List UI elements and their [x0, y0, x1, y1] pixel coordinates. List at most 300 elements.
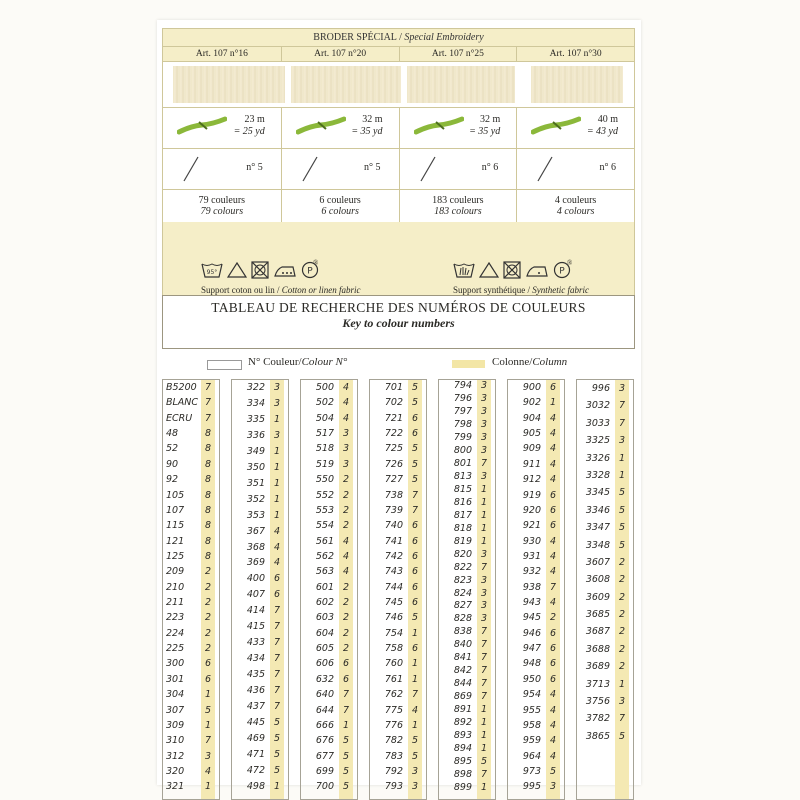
key-row: [370, 457, 426, 472]
column-number: 8: [204, 489, 212, 501]
key-row: [577, 693, 633, 710]
key-row: [301, 580, 357, 595]
title-en: Special Embroidery: [404, 32, 484, 43]
column-number: 3: [480, 418, 488, 430]
key-row: [370, 656, 426, 671]
column-number: 7: [204, 397, 212, 409]
column-number: 7: [411, 489, 419, 501]
column-number: 8: [204, 520, 212, 532]
column-number: 3: [618, 435, 626, 447]
colour-number: 838: [453, 626, 472, 638]
key-row: [301, 610, 357, 625]
key-row: [439, 380, 495, 393]
key-row: [301, 395, 357, 410]
colour-number: 842: [453, 665, 472, 677]
key-row: [439, 562, 495, 575]
colour-number: 3782: [585, 713, 610, 725]
colour-number: 818: [453, 522, 472, 534]
column-number: 5: [204, 704, 212, 716]
colour-number: 471: [246, 748, 265, 760]
key-row: [232, 540, 288, 556]
colour-number: 677: [315, 750, 334, 762]
key-row: [370, 779, 426, 794]
key-row: [439, 717, 495, 730]
colour-number: 3685: [585, 609, 610, 621]
key-row: [301, 457, 357, 472]
key-row: [508, 488, 564, 503]
colour-number: 898: [453, 769, 472, 781]
colour-number: 369: [246, 557, 265, 569]
colour-number: 304: [166, 689, 185, 701]
length-cell: [281, 108, 399, 148]
column-number: 6: [549, 489, 557, 501]
column-number: 2: [204, 581, 212, 593]
colour-number: 815: [453, 483, 472, 495]
colour-number: 225: [166, 643, 185, 655]
colour-number: 776: [384, 719, 403, 731]
wash-95-icon: [201, 261, 223, 279]
iron-icon: [525, 261, 549, 279]
column-number: 1: [273, 477, 281, 489]
colour-number: 930: [522, 535, 541, 547]
needle-size: n° 6: [481, 162, 499, 173]
colour-number: B5200: [166, 382, 197, 393]
colour-number: 415: [246, 621, 265, 633]
key-row: [508, 564, 564, 579]
key-row: [301, 718, 357, 733]
colour-number: 434: [246, 653, 265, 665]
key-row: [163, 395, 219, 410]
colour-number: 938: [522, 581, 541, 593]
column-number: 5: [411, 397, 419, 409]
colour-number: 819: [453, 535, 472, 547]
column-number: 7: [204, 412, 212, 424]
colour-number: 761: [384, 673, 403, 685]
colours-cell: [516, 190, 634, 222]
colour-number: 760: [384, 658, 403, 670]
colour-number: 48: [166, 428, 179, 440]
column-number: 1: [618, 452, 626, 464]
column-number: 5: [273, 748, 281, 760]
column-number: 1: [618, 469, 626, 481]
key-row: [439, 665, 495, 678]
key-row: [163, 764, 219, 779]
colour-number: 352: [246, 493, 265, 505]
key-row: [163, 733, 219, 748]
colour-number: 954: [522, 689, 541, 701]
legend-yellow-swatch: [452, 360, 485, 368]
column-number: 7: [411, 504, 419, 516]
key-row: [439, 458, 495, 471]
key-row: [439, 549, 495, 562]
column-number: 8: [204, 504, 212, 516]
colour-number: 827: [453, 600, 472, 612]
colour-number: 312: [166, 750, 185, 762]
title-separator: /: [396, 32, 405, 43]
key-row: [439, 730, 495, 743]
key-row: [163, 457, 219, 472]
column-number: 4: [549, 412, 557, 424]
key-row: [301, 595, 357, 610]
colour-number: 947: [522, 643, 541, 655]
colour-number: 964: [522, 750, 541, 762]
colour-number: 798: [453, 418, 472, 430]
column-number: 2: [342, 597, 350, 609]
key-row: [301, 779, 357, 794]
column-number: 3: [342, 443, 350, 455]
key-row: [301, 641, 357, 656]
key-row: [163, 626, 219, 641]
colour-number: 701: [384, 382, 403, 393]
needle-icon: [535, 155, 555, 183]
care-separator: /: [525, 285, 533, 295]
key-box: [162, 295, 635, 349]
colour-number: 3346: [585, 504, 610, 516]
column-number: 4: [342, 566, 350, 578]
column-number: 3: [549, 781, 557, 793]
column-number: 7: [549, 581, 557, 593]
colour-number: 919: [522, 489, 541, 501]
key-row: [163, 488, 219, 503]
colour-number: 436: [246, 685, 265, 697]
key-row: [577, 589, 633, 606]
key-row: [232, 603, 288, 619]
key-row: [439, 588, 495, 601]
colour-number: 309: [166, 719, 185, 731]
column-number: 5: [618, 504, 626, 516]
length-m: 23 m: [244, 114, 265, 125]
skein-icon: [296, 116, 346, 138]
column-number: 5: [618, 539, 626, 551]
colour-number: 90: [166, 458, 179, 470]
colour-number: 905: [522, 428, 541, 440]
colour-number: 602: [315, 597, 334, 609]
colour-number: 869: [453, 691, 472, 703]
column-number: 4: [342, 412, 350, 424]
column-number: 2: [549, 612, 557, 624]
colour-number: 368: [246, 541, 265, 553]
bleach-triangle-icon: [227, 261, 247, 279]
colour-number: 3325: [585, 435, 610, 447]
column-number: 5: [411, 458, 419, 470]
column-number: 5: [273, 717, 281, 729]
key-row: [577, 519, 633, 536]
key-row: [577, 432, 633, 449]
column-number: 4: [204, 765, 212, 777]
colour-number: 745: [384, 597, 403, 609]
column-number: 4: [273, 525, 281, 537]
colour-number: 816: [453, 496, 472, 508]
column-number: 1: [204, 689, 212, 701]
key-row: [163, 672, 219, 687]
key-row: [439, 510, 495, 523]
key-row: [232, 571, 288, 587]
needle-cell: [516, 149, 634, 189]
key-row: [508, 672, 564, 687]
column-number: 2: [342, 474, 350, 486]
key-row: [301, 626, 357, 641]
column-number: 3: [480, 587, 488, 599]
column-number: 5: [273, 732, 281, 744]
article-header: Art. 107 n°20: [281, 46, 399, 61]
key-row: [439, 639, 495, 652]
colour-number: 817: [453, 509, 472, 521]
key-column: [231, 379, 289, 800]
column-number: 3: [342, 428, 350, 440]
colour-number: 3713: [585, 678, 610, 690]
column-number: 4: [549, 443, 557, 455]
column-number: 1: [480, 509, 488, 521]
key-row: [370, 488, 426, 503]
column-number: 6: [411, 535, 419, 547]
colour-number: 820: [453, 548, 472, 560]
colour-number: 310: [166, 735, 185, 747]
colour-number: 899: [453, 782, 472, 794]
column-number: 6: [411, 581, 419, 593]
column-number: 6: [204, 673, 212, 685]
colour-number: 840: [453, 639, 472, 651]
colour-number: 797: [453, 405, 472, 417]
colour-number: 502: [315, 397, 334, 409]
key-row: [577, 554, 633, 571]
key-row: [301, 380, 357, 395]
key-row: [370, 503, 426, 518]
colour-number: 904: [522, 412, 541, 424]
column-number: 6: [411, 597, 419, 609]
colour-number: 210: [166, 581, 185, 593]
key-row: [439, 497, 495, 510]
length-m: 40 m: [597, 114, 618, 125]
column-number: 6: [411, 550, 419, 562]
thread-swatch: [173, 66, 285, 103]
column-number: 7: [273, 669, 281, 681]
article-headers: [163, 46, 634, 61]
column-number: 1: [480, 743, 488, 755]
key-row: [301, 518, 357, 533]
key-row: [301, 488, 357, 503]
colour-number: 350: [246, 461, 265, 473]
key-row: [439, 691, 495, 704]
key-row: [163, 779, 219, 794]
key-row: [577, 467, 633, 484]
colour-number: 3756: [585, 696, 610, 708]
column-number: 7: [480, 639, 488, 651]
key-row: [439, 445, 495, 458]
colour-number: 437: [246, 701, 265, 713]
key-row: [370, 749, 426, 764]
skein-icon: [414, 116, 464, 138]
colours-row: [163, 189, 634, 222]
key-row: [370, 534, 426, 549]
svg-text:P: P: [307, 266, 313, 277]
column-number: 2: [342, 627, 350, 639]
no-tumble-dry-icon: [251, 261, 269, 279]
colour-number: 224: [166, 627, 185, 639]
column-number: 6: [549, 627, 557, 639]
colour-number: 955: [522, 704, 541, 716]
column-number: 6: [411, 643, 419, 655]
column-number: 7: [411, 689, 419, 701]
column-number: 2: [342, 643, 350, 655]
column-number: 4: [342, 382, 350, 393]
column-number: 3: [480, 548, 488, 560]
needle-cell: [399, 149, 517, 189]
key-row: [439, 523, 495, 536]
key-row: [370, 549, 426, 564]
colour-number: 105: [166, 489, 185, 501]
key-row: [439, 575, 495, 588]
colour-number: 844: [453, 678, 472, 690]
colour-number: 793: [384, 781, 403, 793]
column-number: 1: [411, 673, 419, 685]
key-row: [163, 564, 219, 579]
column-number: 5: [411, 750, 419, 762]
column-number: 7: [618, 400, 626, 412]
colour-number: 792: [384, 765, 403, 777]
no-tumble-dry-icon: [503, 261, 521, 279]
key-row: [508, 503, 564, 518]
colour-number: 823: [453, 574, 472, 586]
column-number: 7: [480, 678, 488, 690]
colour-number: 800: [453, 444, 472, 456]
colour-number: 676: [315, 735, 334, 747]
colour-number: 407: [246, 589, 265, 601]
colour-number: 472: [246, 764, 265, 776]
key-row: [439, 704, 495, 717]
key-row: [577, 537, 633, 554]
column-number: 8: [204, 458, 212, 470]
column-number: 1: [273, 493, 281, 505]
colour-number: 414: [246, 605, 265, 617]
key-row: [508, 457, 564, 472]
column-number: 7: [480, 626, 488, 638]
colour-number: 743: [384, 566, 403, 578]
colour-number: 758: [384, 643, 403, 655]
column-number: 6: [411, 428, 419, 440]
key-row: [163, 472, 219, 487]
catalog-page: [157, 20, 641, 794]
colour-number: 209: [166, 566, 185, 578]
colour-number: 822: [453, 561, 472, 573]
colour-number: 504: [315, 412, 334, 424]
colour-number: 740: [384, 520, 403, 532]
colours-en: 6 colours: [321, 206, 359, 217]
column-number: 2: [342, 581, 350, 593]
key-row: [163, 656, 219, 671]
colour-number: 921: [522, 520, 541, 532]
column-number: 4: [549, 597, 557, 609]
key-row: [508, 749, 564, 764]
legend-column-label: [492, 356, 567, 368]
column-number: 5: [618, 522, 626, 534]
colour-number: 561: [315, 535, 334, 547]
column-number: 2: [618, 609, 626, 621]
column-number: 3: [480, 600, 488, 612]
colour-number: 891: [453, 704, 472, 716]
colour-number: 335: [246, 413, 265, 425]
colour-number: 3348: [585, 539, 610, 551]
key-row: [439, 406, 495, 419]
colour-key-columns: [162, 379, 635, 800]
column-number: 7: [273, 685, 281, 697]
column-number: 1: [480, 535, 488, 547]
column-number: 2: [618, 661, 626, 673]
key-row: [508, 779, 564, 794]
colour-number: 519: [315, 458, 334, 470]
key-subtitle: Key to colour numbers: [342, 316, 455, 330]
thread-swatches: [163, 61, 634, 107]
colour-number: 435: [246, 669, 265, 681]
key-row: [232, 380, 288, 396]
colour-number: 911: [522, 458, 541, 470]
key-row: [163, 610, 219, 625]
colour-number: 3345: [585, 487, 610, 499]
column-number: 3: [342, 458, 350, 470]
key-row: [439, 393, 495, 406]
column-number: 6: [549, 520, 557, 532]
skein-icon: [177, 116, 227, 138]
colour-number: 738: [384, 489, 403, 501]
column-number: 7: [204, 382, 212, 393]
colour-number: 433: [246, 637, 265, 649]
column-number: 3: [204, 750, 212, 762]
colours-fr: 6 couleurs: [319, 195, 361, 206]
colour-number: 783: [384, 750, 403, 762]
column-number: 4: [549, 689, 557, 701]
colour-number: 3687: [585, 626, 610, 638]
column-number: 4: [411, 704, 419, 716]
key-row: [508, 718, 564, 733]
colour-number: 959: [522, 735, 541, 747]
key-row: [163, 411, 219, 426]
colour-number: 223: [166, 612, 185, 624]
column-number: 7: [480, 769, 488, 781]
colour-number: 995: [522, 781, 541, 793]
column-number: 7: [480, 665, 488, 677]
key-row: [370, 564, 426, 579]
colour-number: BLANC: [166, 397, 199, 409]
colour-number: 353: [246, 509, 265, 521]
column-number: 7: [480, 652, 488, 664]
key-row: [301, 534, 357, 549]
colour-number: 3865: [585, 730, 610, 742]
key-row: [370, 518, 426, 533]
column-number: 4: [342, 535, 350, 547]
column-number: 2: [204, 566, 212, 578]
key-row: [439, 536, 495, 549]
key-row: [508, 441, 564, 456]
column-number: 1: [273, 445, 281, 457]
key-row: [232, 444, 288, 460]
key-row: [508, 610, 564, 625]
column-number: 3: [273, 429, 281, 441]
column-number: 5: [411, 474, 419, 486]
key-row: [508, 472, 564, 487]
colours-en: 4 colours: [556, 206, 595, 217]
colour-number: 721: [384, 412, 403, 424]
colour-number: 699: [315, 765, 334, 777]
colour-number: 601: [315, 581, 334, 593]
column-number: 4: [273, 557, 281, 569]
care-label-fr: Support coton ou lin: [201, 285, 275, 295]
key-row: [508, 380, 564, 395]
key-row: [577, 380, 633, 397]
key-row: [370, 718, 426, 733]
key-row: [439, 484, 495, 497]
colours-cell: [399, 190, 517, 222]
column-number: 6: [549, 658, 557, 670]
key-row: [508, 641, 564, 656]
